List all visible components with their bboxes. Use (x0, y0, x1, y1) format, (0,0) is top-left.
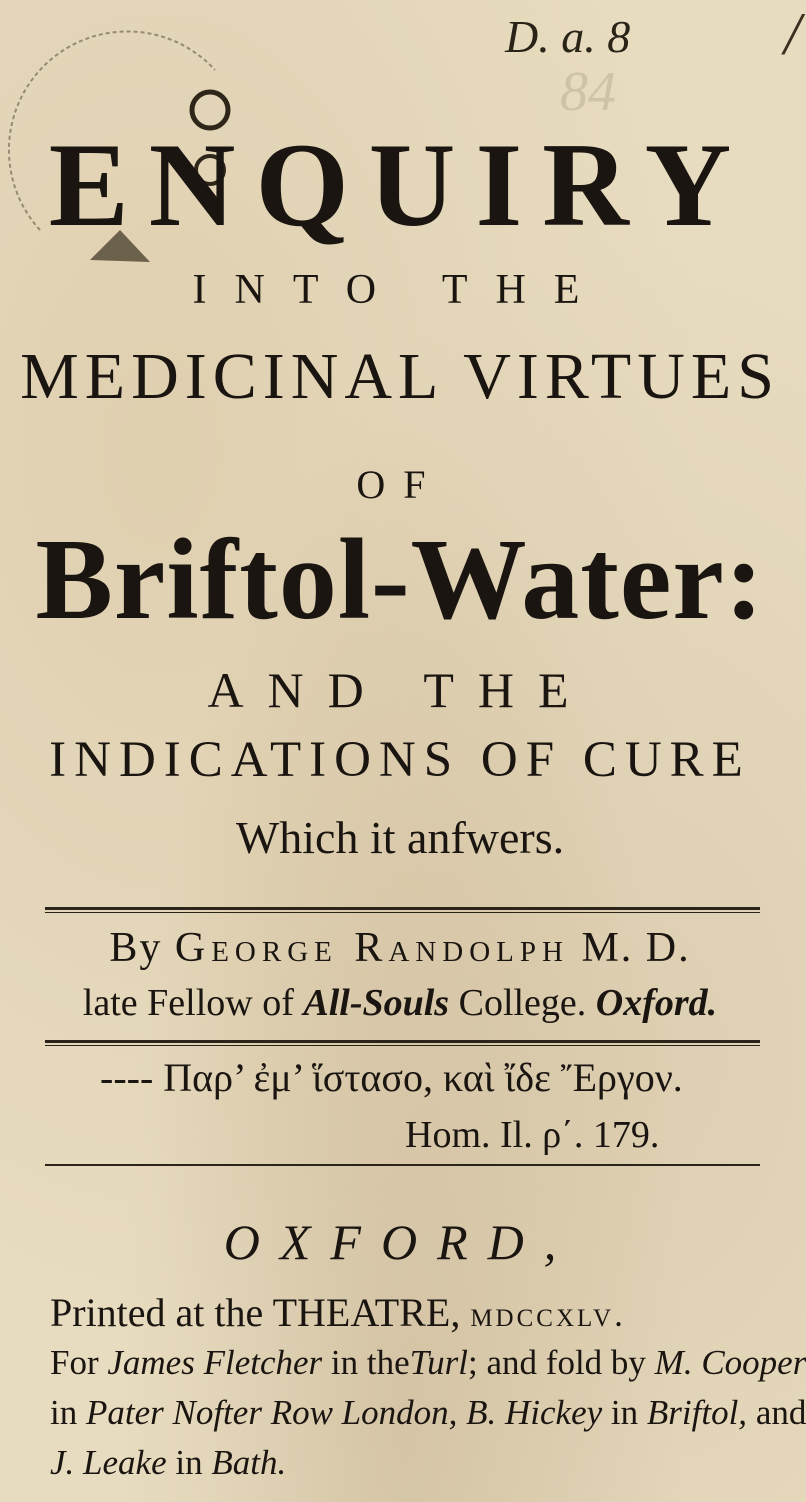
title-enquiry: ENQUIRY (48, 118, 752, 251)
divider-rule (45, 1040, 760, 1043)
epigraph-greek: ---- Παρ’ ἐμ’ ἵστασο, καὶ ἴδε Ἔργον. (100, 1055, 683, 1100)
author-degree: M. D. (581, 925, 691, 971)
sold-by: ; and fold by (468, 1343, 646, 1382)
and-word: and (755, 1393, 806, 1432)
university-name: Oxford. (595, 982, 718, 1024)
title-indications-of-cure: INDICATIONS OF CURE (49, 732, 751, 788)
in-word: in (610, 1393, 639, 1432)
divider-rule (45, 1045, 760, 1046)
college-name: All-Souls (303, 982, 450, 1024)
college-suffix: College. (458, 982, 587, 1024)
divider-rule (45, 907, 760, 910)
imprint-in-line (50, 1390, 806, 1436)
author-by: By (109, 925, 163, 971)
imprint-for-line (50, 1340, 806, 1386)
author-name: George Randolph (174, 925, 569, 971)
author-affiliation (0, 978, 800, 1028)
place-turl: Turl (409, 1343, 469, 1382)
publisher-fletcher: James Fletcher (107, 1343, 323, 1382)
publisher-cooper: M. Cooper (654, 1343, 806, 1382)
title-of: OF (356, 462, 444, 507)
edge-mark: / (784, 1, 801, 67)
in-word: in (50, 1393, 78, 1432)
publisher-leake: J. Leake (50, 1443, 167, 1482)
theatre-name: THEATRE, (272, 1290, 461, 1335)
fellow-prefix: late Fellow of (82, 982, 294, 1024)
author-line (0, 920, 800, 976)
title-which-it-answers: Which it anfwers. (235, 812, 565, 863)
place-bath: Bath. (211, 1443, 287, 1482)
imprint-printed-line (50, 1288, 626, 1339)
publisher-hickey: B. Hickey (466, 1393, 603, 1432)
in-word: in (175, 1443, 203, 1482)
title-into-the: INTO THE (192, 267, 608, 313)
shelf-mark: D. a. 8 (505, 11, 631, 62)
in-the: in the (330, 1343, 410, 1382)
divider-rule (45, 1164, 760, 1166)
title-medicinal-virtues: MEDICINAL VIRTUES (20, 340, 780, 413)
epigraph-citation: Hom. Il. ρ΄. 179. (405, 1114, 660, 1156)
imprint-leake-line (50, 1440, 286, 1486)
pencil-number: 84 (560, 61, 616, 123)
title-and-the: AND THE (207, 662, 593, 718)
place-pater-noster: Pater Nofter Row London, (85, 1393, 458, 1432)
imprint-year: mdccxlv. (470, 1294, 627, 1334)
divider-rule (45, 912, 760, 913)
imprint-city: OXFORD, (223, 1214, 577, 1270)
place-bristol: Briftol, (646, 1393, 748, 1432)
printed-prefix: Printed at the (50, 1290, 264, 1335)
title-bristol-water: Briftol-Water: (35, 516, 765, 644)
for-prefix: For (50, 1343, 99, 1382)
